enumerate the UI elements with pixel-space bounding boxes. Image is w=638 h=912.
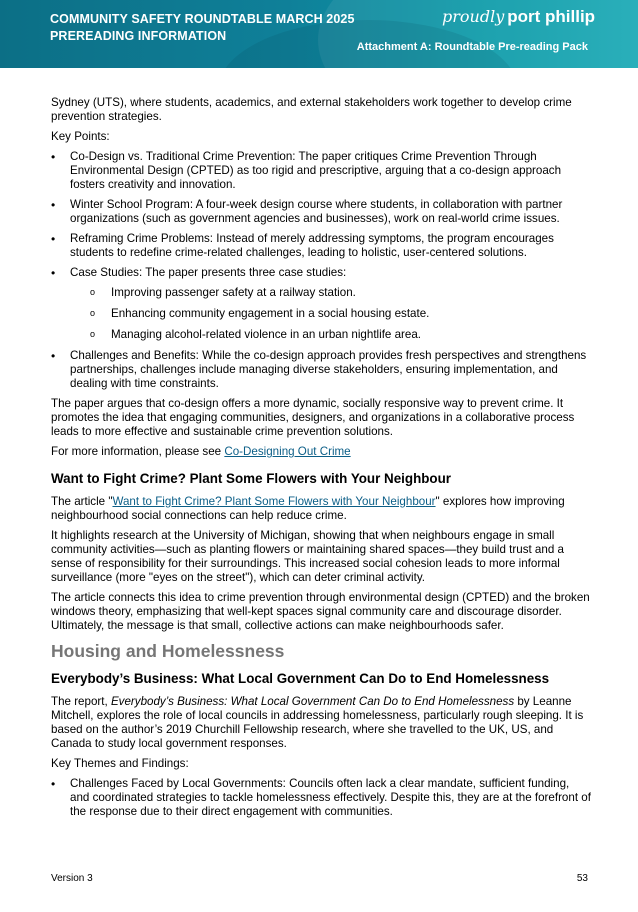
subheading-everybodys-business: Everybody’s Business: What Local Government Can Do to End Homelessness	[51, 671, 550, 686]
report-prefix: The report,	[51, 695, 111, 708]
sub-list-item: o Managing alcohol-related violence in an urban nightlife area.	[70, 328, 591, 342]
logo-script-text: proudly	[442, 7, 505, 26]
conclusion-paragraph: The paper argues that co-design offers a more dynamic, socially responsive way to prevent crime. It promotes the idea that engaging communities, designers, and organizations in a collaborative process leads to more effective and sustainable crime prevention solutions.	[51, 397, 575, 438]
list-item: • Reframing Crime Problems: Instead of merely addressing symptoms, the program encourages students to redefine crime-related challenges, leading to holistic, user-centered solutions.	[51, 232, 591, 260]
footer-page-number: 53	[576, 873, 588, 884]
article-suffix: " explores how improving neighbourhood social connections can help reduce crime.	[51, 495, 565, 522]
more-info-paragraph	[51, 445, 591, 459]
list-item	[51, 266, 591, 342]
themes-label: Key Themes and Findings:	[51, 757, 189, 770]
document-title-line1: COMMUNITY SAFETY ROUNDTABLE MARCH 2025	[50, 12, 355, 26]
case-studies-list	[70, 286, 591, 342]
co-designing-out-crime-link[interactable]: Co-Designing Out Crime	[224, 445, 351, 458]
case-studies-text: Case Studies: The paper presents three case studies:	[70, 266, 347, 279]
more-info-prefix: For more information, please see	[51, 445, 225, 458]
page-header	[0, 0, 638, 68]
key-points-list	[51, 150, 591, 391]
page-content	[51, 96, 591, 825]
sub-list-item: o Improving passenger safety at a railway station.	[70, 286, 591, 300]
report-title: Everybody’s Business: What Local Government Can Do to End Homelessness	[110, 695, 515, 708]
document-title-line2: PREREADING INFORMATION	[50, 29, 227, 43]
list-item: • Challenges Faced by Local Governments: Councils often lack a clear mandate, sufficient funding, and coordinated strategies to tackle homelessness effectively. Despite this, they are at the forefront of the response due to their direct engagement with communities.	[51, 777, 591, 819]
attachment-label: Attachment A: Roundtable Pre-reading Pack	[356, 41, 588, 53]
report-suffix: by Leanne Mitchell, explores the role of local councils in addressing homelessness, particularly rough sleeping. It is based on the author’s 2019 Churchill Fellowship research, where she travelled to the UK, US, and Canada to study local government responses.	[51, 695, 584, 750]
port-phillip-logo	[442, 7, 595, 27]
fight-crime-article-link[interactable]: Want to Fight Crime? Plant Some Flowers with Your Neighbour	[112, 495, 436, 508]
article-paragraph	[51, 495, 591, 523]
footer-version: Version 3	[51, 873, 93, 884]
list-item: • Co-Design vs. Traditional Crime Prevention: The paper critiques Crime Prevention Through Environmental Design (CPTED) as too rigid and prescriptive, arguing that a co-design approach fosters creativity and innovation.	[51, 150, 591, 192]
logo-bold-text: port phillip	[507, 7, 596, 26]
list-item: • Challenges and Benefits: While the co-design approach provides fresh perspectives and strengthens partnerships, challenges include managing diverse stakeholders, ensuring implementation, and dealing with time constraints.	[51, 349, 591, 391]
intro-paragraph: Sydney (UTS), where students, academics, and external stakeholders work together to develop crime prevention strategies.	[51, 96, 572, 123]
list-item: • Winter School Program: A four-week design course where students, in collaboration with partner organizations (such as government agencies and businesses), work on real-world crime issues.	[51, 198, 591, 226]
section-heading-fight-crime: Want to Fight Crime? Plant Some Flowers with Your Neighbour	[51, 471, 451, 486]
sub-list-item: o Enhancing community engagement in a social housing estate.	[70, 307, 591, 321]
report-paragraph	[51, 695, 591, 751]
document-title	[50, 11, 355, 45]
research-paragraph: It highlights research at the University of Michigan, showing that when neighbours engage in small community activities—such as planting flowers or maintaining shared spaces—they build trust and a sense of responsibility for their surroundings. This increased social cohesion leads to more informal surveillance (more "eyes on the street"), which can deter criminal activity.	[51, 529, 564, 584]
key-points-label: Key Points:	[51, 130, 110, 143]
article-prefix: The article "	[51, 495, 113, 508]
cpted-paragraph: The article connects this idea to crime prevention through environmental design (CPTED) and the broken windows theory, emphasizing that well-kept spaces signal community care and discourage disorder. Ultimately, the message is that small, collective actions can make neighbourhoods safer.	[51, 591, 590, 632]
themes-list	[51, 777, 591, 819]
section-heading-housing: Housing and Homelessness	[51, 641, 285, 661]
